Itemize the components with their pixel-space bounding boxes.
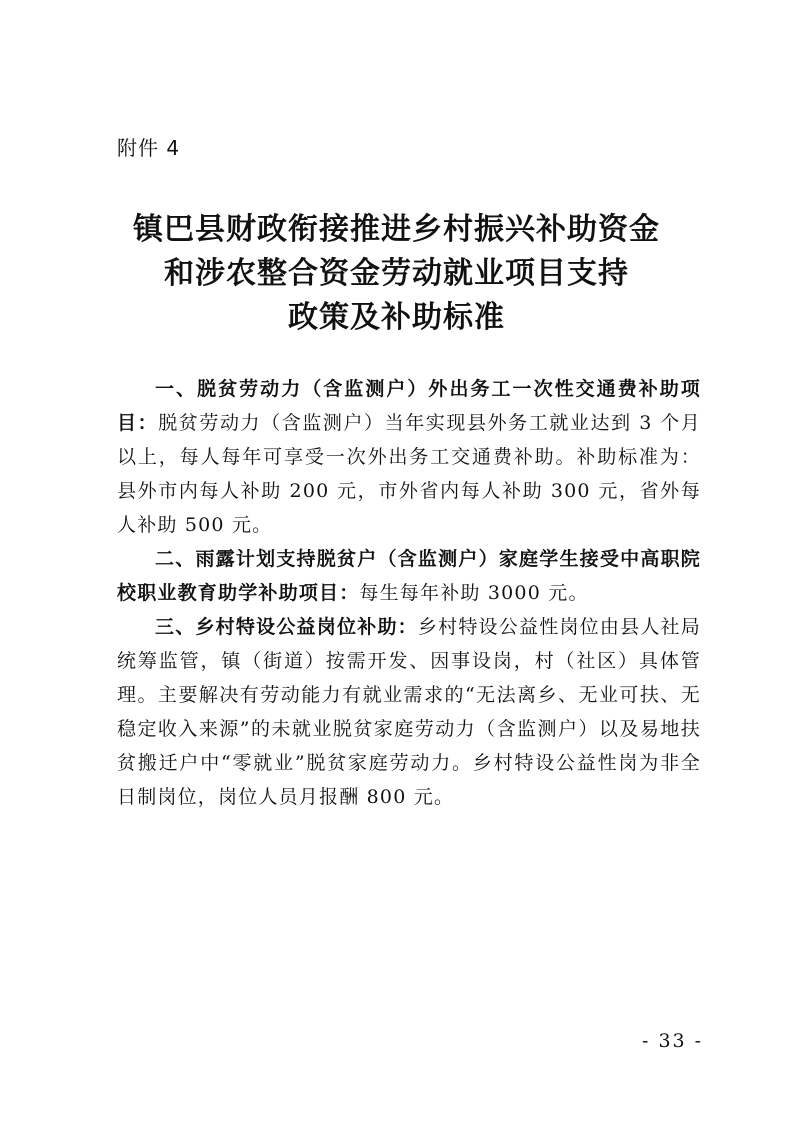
attachment-label: 附件 4: [117, 136, 181, 160]
page-number: - 33 -: [642, 1030, 704, 1052]
section-1: [117, 372, 701, 542]
section-3-heading: 三、乡村特设公益岗位补助：: [155, 616, 418, 638]
document-body: [117, 372, 701, 814]
section-1-heading: 一、脱贫劳动力（含监测户）外出务工一次性交通费补助项目：: [117, 378, 701, 434]
section-2-text: 每生每年补助 3000 元。: [359, 582, 589, 604]
section-3: [117, 610, 701, 814]
section-3-text: 乡村特设公益性岗位由县人社局统筹监管，镇（街道）按需开发、因事设岗，村（社区）具体管理。主要解决有劳动能力有就业需求的“无法离乡、无业可扶、无稳定收入来源”的未就业脱贫家庭劳动力（含监测户）以及易地扶贫搬迁户中“零就业”脱贫家庭劳动力。乡村特设公益性岗为非全日制岗位，岗位人员月报酬 800 元。: [117, 616, 701, 808]
section-2: [117, 542, 701, 610]
title-line-1: 镇巴县财政衔接推进乡村振兴补助资金: [133, 212, 660, 247]
section-2-heading: 二、雨露计划支持脱贫户（含监测户）家庭学生接受中高职院校职业教育助学补助项目：: [117, 548, 701, 604]
section-1-text: 脱贫劳动力（含监测户）当年实现县外务工就业达到 3 个月以上，每人每年可享受一次外出务工交通费补助。补助标准为：县外市内每人补助 200 元，市外省内每人补助 300 元，省外每人补助 500 元。: [117, 412, 701, 536]
title-line-3: 政策及补助标准: [288, 300, 505, 335]
title-line-2: 和涉农整合资金劳动就业项目支持: [164, 256, 629, 291]
document-title: [0, 208, 793, 340]
